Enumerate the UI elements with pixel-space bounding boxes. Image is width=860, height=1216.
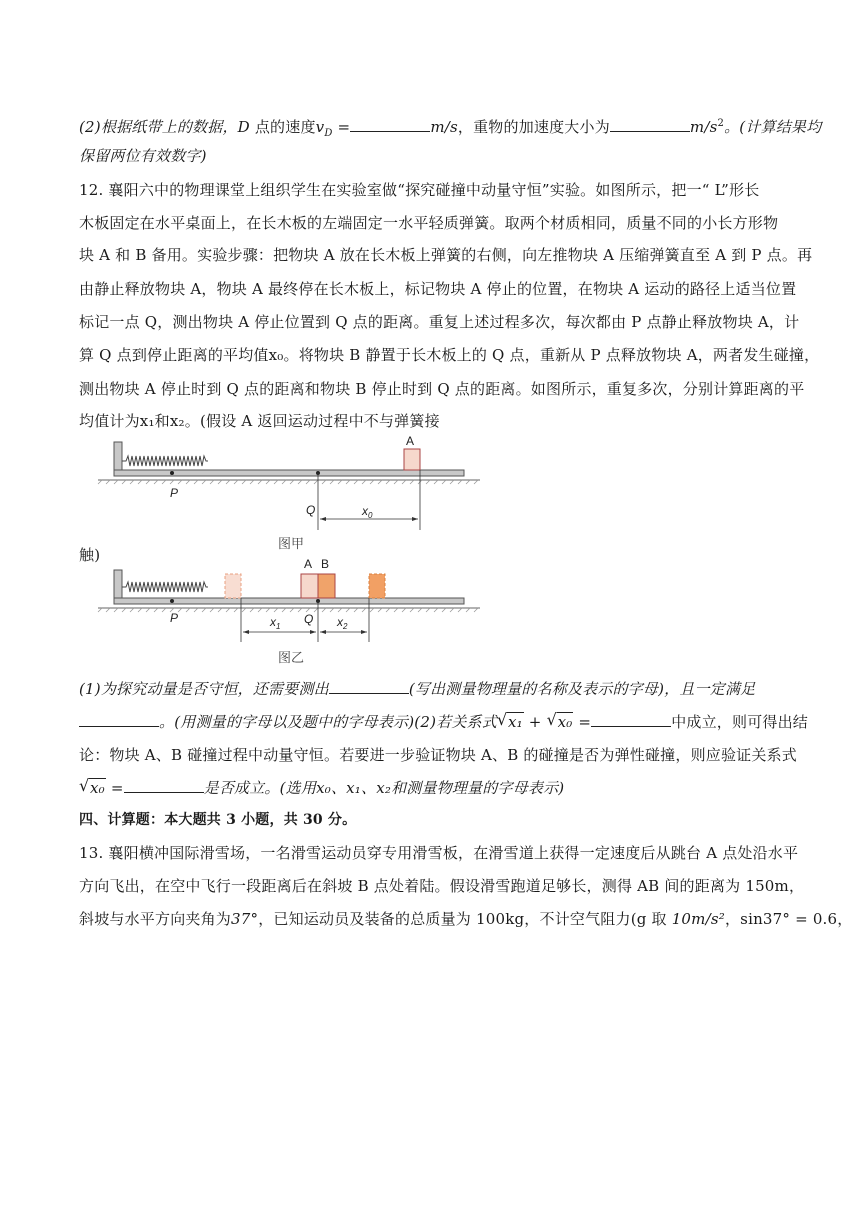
ground-hatch (98, 480, 478, 484)
wall (114, 442, 122, 470)
point-p (170, 471, 174, 475)
block-a-label: A (304, 557, 313, 571)
q12-line-7: 测出物块 A 停止时到 Q 点的距离和物块 B 停止时到 Q 点的距离。如图所示，重复多次，分别计算距离的平 (79, 380, 805, 398)
block-a-label: A (406, 434, 415, 448)
q13-line-1: 13. 襄阳横冲国际滑雪场，一名滑雪运动员穿专用滑雪板，在滑雪道上获得一定速度后从跳台 A 点处沿水平 (79, 844, 799, 862)
point-p (170, 599, 174, 603)
block-a-final (225, 574, 241, 598)
block-b (318, 574, 335, 598)
label-x0: $x_0$ (362, 504, 373, 520)
label-p: P (170, 611, 179, 625)
ground-hatch (98, 608, 478, 612)
block-a (301, 574, 318, 598)
q12-line-2: 木板固定在水平桌面上，在长木板的左端固定一水平轻质弹簧。取两个材质相同，质量不同的小长方形物 (79, 214, 779, 232)
section-heading: 四、计算题：本大题共 3 小题，共 30 分。 (79, 812, 357, 828)
q12-line-1: 12. 襄阳六中的物理课堂上组织学生在实验室做“探究碰撞中动量守恒”实验。如图所示，把一“ L”形长 (79, 181, 760, 199)
figure-jia (98, 434, 498, 552)
block-b-label: B (321, 557, 330, 571)
sqrt-x0: √ x₀ (79, 778, 106, 798)
caption-yi: 图乙 (278, 650, 305, 665)
label-p: P (170, 486, 179, 500)
board (114, 470, 464, 476)
sqrt-x0: √ x₀ (547, 712, 574, 732)
answer-blank[interactable] (79, 712, 159, 727)
label-x1: $x_1$ (270, 615, 281, 631)
spring (122, 582, 208, 592)
label-q: Q (304, 612, 314, 626)
answer-blank[interactable] (350, 117, 430, 132)
q12-part-line-4: √ x₀ = 是否成立。(选用x₀、x₁、x₂和测量物理量的字母表示) (79, 778, 564, 798)
answer-blank[interactable] (124, 778, 204, 793)
caption-jia: 图甲 (278, 536, 305, 551)
q11-line-2: 保留两位有效数字) (79, 147, 207, 165)
q12-line-8: 均值计为x₁和x₂。(假设 A 返回运动过程中不与弹簧接 (79, 412, 440, 430)
block-a (404, 449, 420, 470)
sqrt-x1: √ x₁ (497, 712, 524, 732)
q12-line-4: 由静止释放物块 A，物块 A 最终停在长木板上，标记物块 A 停止的位置，在物块 A 运动的路径上适当位置 (79, 280, 797, 298)
q12-part-line-2: 。(用测量的字母以及题中的字母表示)(2)若关系式√ x₁ + √ x₀ = 中成立，则可得出结 (79, 712, 808, 732)
wall (114, 570, 122, 598)
q12-line-6: 算 Q 点到停止距离的平均值x₀。将物块 B 静置于长木板上的 Q 点，重新从 P 点释放物块 A，两者发生碰撞， (79, 346, 820, 364)
q13-line-3: 斜坡与水平方向夹角为37°，已知运动员及装备的总质量为 100kg，不计空气阻力(g 取 10m/s²，sin37° = 0.6， (79, 910, 853, 928)
q12-line-5: 标记一点 Q，测出物块 A 停止位置到 Q 点的距离。重复上述过程多次，每次都由 P 点静止释放物块 A，计 (79, 313, 800, 331)
block-b-final (369, 574, 385, 598)
q12-part-line-3: 论：物块 A、B 碰撞过程中动量守恒。若要进一步验证物块 A、B 的碰撞是否为弹性碰撞，则应验证关系式 (79, 746, 797, 764)
q11-text: (2)根据纸带上的数据， (79, 118, 238, 136)
label-q: Q (306, 503, 316, 517)
q12-line-9: 触) (79, 546, 101, 564)
label-x2: $x_2$ (337, 615, 348, 631)
answer-blank[interactable] (591, 712, 671, 727)
q12-line-3: 块 A 和 B 备用。实验步骤：把物块 A 放在长木板上弹簧的右侧，向左推物块 A 压缩弹簧直至 A 到 P 点。再 (79, 246, 813, 264)
q12-part-line-1: (1)为探究动量是否守恒，还需要测出 (写出测量物理量的名称及表示的字母)，且一定满足 (79, 680, 756, 698)
spring (122, 456, 208, 466)
q11-line-1: (2)根据纸带上的数据，D 点的速度$v_D = m/s$，重物的加速度大小为 $m/s^2$。(计算结果均 (79, 118, 822, 139)
answer-blank[interactable] (610, 117, 690, 132)
q13-line-2: 方向飞出，在空中飞行一段距离后在斜坡 B 点处着陆。假设滑雪跑道足够长，测得 AB 间的距离为 150m， (79, 877, 805, 895)
answer-blank[interactable] (329, 679, 409, 694)
figure-yi (98, 554, 498, 664)
board (114, 598, 464, 604)
